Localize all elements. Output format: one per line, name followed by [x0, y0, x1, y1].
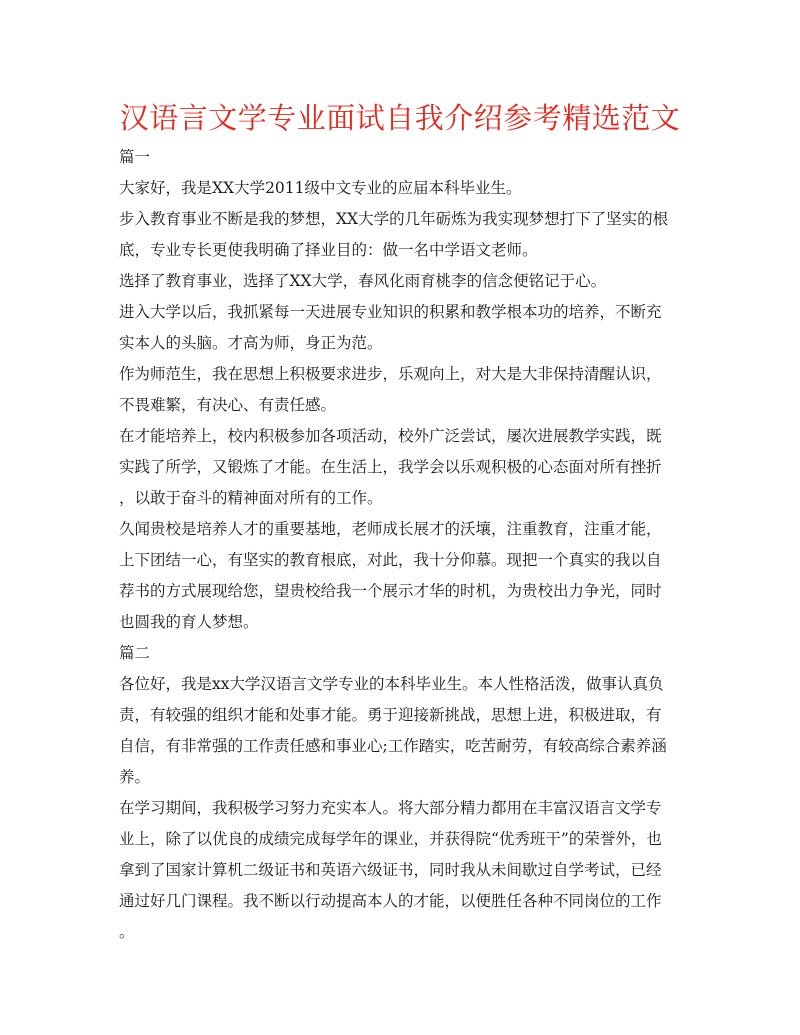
text-line: 拿到了国家计算机二级证书和英语六级证书，同时我从未间歇过自学考试，已经: [119, 861, 662, 879]
text-line: 实本人的头脑。才高为师，身正为范。: [119, 334, 383, 352]
text-line: 在学习期间，我积极学习努力充实本人。将大部分精力都用在丰富汉语言文学专: [119, 799, 662, 817]
text-line: 进入大学以后，我抓紧每一天进展专业知识的积累和教学根本功的培养，不断充: [119, 303, 662, 321]
text-line: 业上，除了以优良的成绩完成每学年的课业，并获得院“优秀班干”的荣誉外，也: [119, 830, 662, 848]
text-line: ，以敢于奋斗的精神面对所有的工作。: [119, 489, 383, 507]
text-line: 养。: [119, 768, 151, 786]
text-line: 责，有较强的组织才能和处事才能。勇于迎接新挑战，思想上进，积极进取，有: [119, 706, 662, 724]
document-title: 汉语言文学专业面试自我介绍参考精选范文: [119, 101, 681, 135]
text-line: 通过好几门课程。我不断以行动提高本人的才能，以便胜任各种不同岗位的工作: [119, 892, 662, 910]
text-line: 在才能培养上，校内积极参加各项活动，校外广泛尝试，屡次进展教学实践，既: [119, 427, 662, 445]
text-line: 实践了所学，又锻炼了才能。在生活上，我学会以乐观积极的心态面对所有挫折: [119, 458, 662, 476]
text-line: 选择了教育事业，选择了XX大学，春风化雨育桃李的信念便铭记于心。: [119, 272, 607, 290]
section-heading-2: 篇二: [119, 644, 151, 662]
text-line: 底，专业专长更使我明确了择业目的：做一名中学语文老师。: [119, 241, 538, 259]
text-line: 各位好，我是xx大学汉语言文学专业的本科毕业生。本人性格活泼，做事认真负: [119, 675, 664, 693]
text-line: 。: [119, 923, 135, 941]
text-line: 也圆我的育人梦想。: [119, 613, 259, 631]
text-line: 上下团结一心，有坚实的教育根底，对此，我十分仰慕。现把一个真实的我以自: [119, 551, 662, 569]
text-line: 久闻贵校是培养人才的重要基地，老师成长展才的沃壤，注重教育，注重才能，: [119, 520, 662, 538]
text-line: 不畏难繁，有决心、有责任感。: [119, 396, 337, 414]
text-line: 步入教育事业不断是我的梦想，XX大学的几年砺炼为我实现梦想打下了坚实的根: [119, 210, 669, 228]
document-body: [119, 142, 681, 948]
text-line: 作为师范生，我在思想上积极要求进步，乐观向上，对大是大非保持清醒认识，: [119, 365, 662, 383]
text-line: 自信，有非常强的工作责任感和事业心;工作踏实，吃苦耐劳，有较高综合素养涵: [119, 737, 667, 755]
text-line: 大家好，我是XX大学2011级中文专业的应届本科毕业生。: [119, 179, 522, 197]
section-heading-1: 篇一: [119, 148, 151, 166]
text-line: 荐书的方式展现给您，望贵校给我一个展示才华的时机，为贵校出力争光，同时: [119, 582, 662, 600]
